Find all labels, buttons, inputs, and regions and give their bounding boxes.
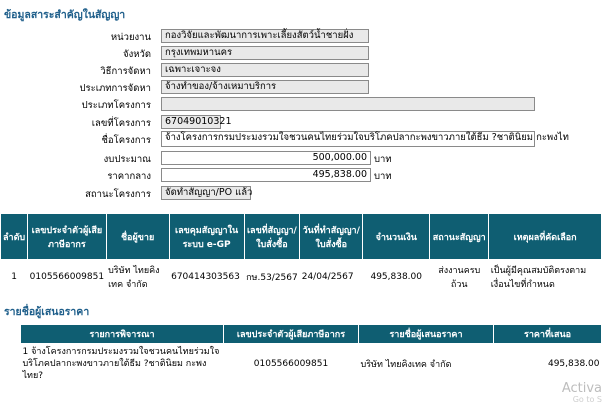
col-status: สถานะสัญญา xyxy=(430,214,489,260)
project-status-label: สถานะโครงการ xyxy=(85,189,151,200)
procurement-type-field: จ้างทำของ/จ้างเหมาบริการ xyxy=(161,80,369,94)
section-title-bidders: รายชื่อผู้เสนอราคา xyxy=(4,306,90,318)
cell-date: 24/04/2567 xyxy=(301,271,354,282)
province-label: จังหวัด xyxy=(123,49,151,60)
project-no-label: เลขที่โครงการ xyxy=(91,118,151,129)
cell-no: 1 xyxy=(11,271,17,282)
project-name-label: ชื่อโครงการ xyxy=(101,135,151,146)
contract-table-header xyxy=(1,214,602,260)
table-row xyxy=(1,260,602,294)
cell-contract-no: กษ.53/2567 xyxy=(246,272,298,283)
budget-field[interactable]: 500,000.00 xyxy=(161,151,371,165)
col-no: ลำดับ xyxy=(1,214,28,260)
col-reason: เหตุผลที่คัดเลือก xyxy=(489,214,602,260)
activation-watermark: Activa xyxy=(561,381,602,396)
col-egp-no: เลขคุมสัญญาในระบบ e-GP xyxy=(169,214,244,260)
cell-item: 1 จ้างโครงการกรมประมงรวมใจชวนคนไทยร่วมใจบริโภคปลากะพงขาวภายใต้ธีม ?ชาตินิยม กะพงไทย? xyxy=(22,346,220,381)
cell-price: 495,838.00 xyxy=(547,358,600,369)
col-price: ราคาที่เสนอ xyxy=(494,325,602,344)
table-row xyxy=(21,344,602,384)
col-amount: จำนวนเงิน xyxy=(363,214,430,260)
contract-table xyxy=(0,213,602,294)
col-bidder-tax-id: เลขประจำตัวผู้เสียภาษีอากร xyxy=(224,325,359,344)
province-field: กรุงเทพมหานคร xyxy=(161,46,369,60)
project-status-field: จัดทำสัญญา/PO แล้ว xyxy=(161,186,251,200)
project-type-label: ประเภทโครงการ xyxy=(81,100,151,111)
cell-bidder-tax-id: 0105566009851 xyxy=(253,358,329,369)
col-item: รายการพิจารณา xyxy=(21,325,224,344)
cell-reason: เป็นผู้มีคุณสมบัติตรงตามเงื่อนไขที่กำหนด xyxy=(490,265,587,290)
col-tax-id: เลขประจำตัวผู้เสียภาษีอากร xyxy=(28,214,106,260)
col-date: วันที่ทำสัญญา/ใบสั่งซื้อ xyxy=(300,214,363,260)
budget-unit: บาท xyxy=(374,154,392,165)
median-price-field[interactable]: 495,838.00 xyxy=(161,168,371,182)
method-field: เฉพาะเจาะจง xyxy=(161,63,369,77)
project-name-field[interactable]: จ้างโครงการกรมประมงรวมใจชวนคนไทยร่วมใจบริโภคปลากะพงขาวภายใต้ธีม ?ชาตินิยม กะพงไท xyxy=(161,131,535,147)
col-contract-no: เลขที่สัญญา/ใบสั่งซื้อ xyxy=(244,214,300,260)
cell-amount: 495,838.00 xyxy=(370,271,422,282)
median-price-unit: บาท xyxy=(374,171,392,182)
median-price-label: ราคากลาง xyxy=(107,171,151,182)
cell-bidder-name: บริษัท ไทยคิงเทค จำกัด xyxy=(360,359,452,370)
procurement-type-label: ประเภทการจัดหา xyxy=(79,83,151,94)
method-label: วิธีการจัดหา xyxy=(100,66,151,77)
agency-field: กองวิจัยและพัฒนาการเพาะเลี้ยงสัตว์น้ำชายฝั่ง xyxy=(161,29,369,43)
bidder-table xyxy=(20,324,602,384)
project-no-field: 67049010321 xyxy=(161,115,221,129)
cell-status: ส่งงานครบถ้วน xyxy=(438,265,481,290)
col-bidder-name: รายชื่อผู้เสนอราคา xyxy=(359,325,494,344)
budget-label: งบประมาณ xyxy=(103,154,151,165)
bidder-table-header xyxy=(21,325,602,344)
cell-tax-id: 0105566009851 xyxy=(29,271,105,282)
cell-vendor: บริษัท ไทยคิงเทค จำกัด xyxy=(108,265,160,290)
section-title-contract-info: ข้อมูลสาระสำคัญในสัญญา xyxy=(4,9,126,21)
activation-watermark-sub: Go to S xyxy=(572,395,602,404)
cell-egp-no: 670414303563 xyxy=(171,271,240,282)
agency-label: หน่วยงาน xyxy=(110,32,151,43)
project-type-field xyxy=(161,97,535,111)
col-vendor: ชื่อผู้ขาย xyxy=(106,214,169,260)
